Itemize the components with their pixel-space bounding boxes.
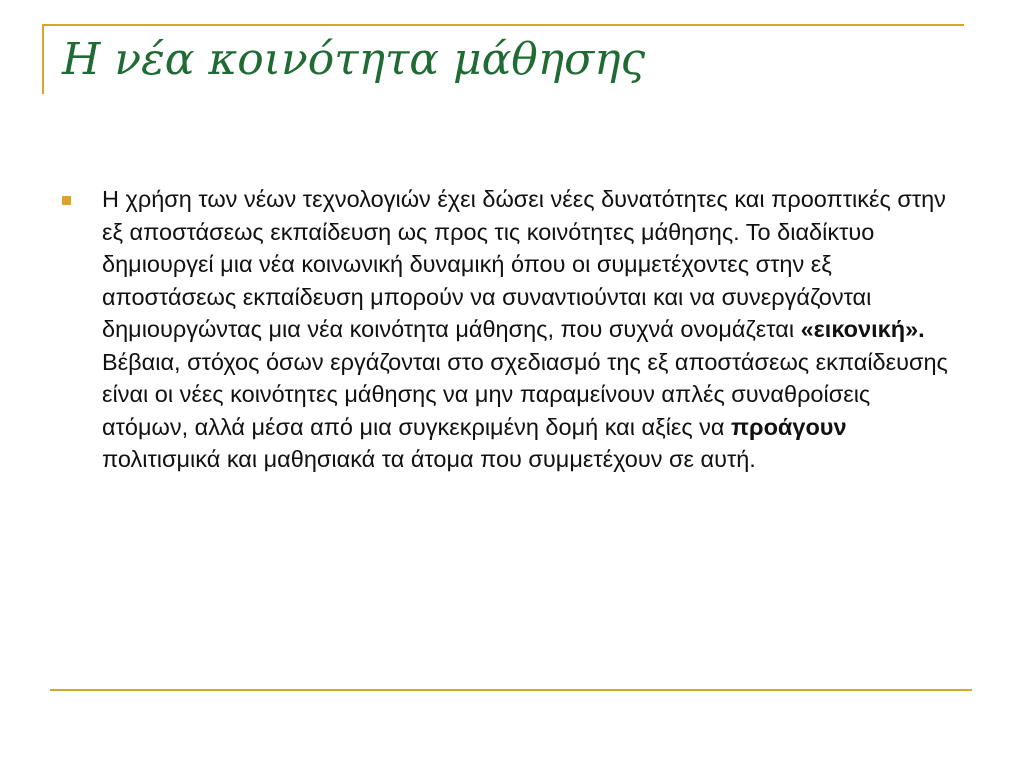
bottom-divider-line <box>50 689 972 691</box>
slide-content <box>62 183 952 476</box>
bullet-item <box>62 183 952 476</box>
bullet-emphasis-eikoniki: «εικονική». <box>800 316 925 342</box>
left-accent-line <box>42 24 44 94</box>
bullet-text <box>102 183 952 476</box>
square-bullet-icon <box>62 196 71 205</box>
bullet-text-part-2: Βέβαια, στόχος όσων εργάζονται στο σχεδιασμό της εξ αποστάσεως εκπαίδευσης είναι οι νέες κοινότητες μάθησης να μην παραμείνουν απλές συναθροίσεις ατόμων, αλλά μέσα από μια συγκεκριμένη δομή και αξίες να <box>102 348 948 440</box>
bullet-emphasis-proagoun: προάγουν <box>731 413 847 440</box>
slide-title: Η νέα κοινότητα μάθησης <box>62 34 646 85</box>
top-divider-line <box>42 24 964 26</box>
bullet-text-part-1: Η χρήση των νέων τεχνολογιών έχει δώσει νέες δυνατότητες και προοπτικές στην εξ αποστάσεως εκπαίδευση ως προς τις κοινότητες μάθησης. Το διαδίκτυο δημιουργεί μια νέα κοινωνική δυναμική όπου οι συμμετέχοντες στην εξ αποστάσεως εκπαίδευση μπορούν να συναντιούνται και να συνεργάζονται δημιουργώντας μια νέα κοινότητα μάθησης, που συχνά ονομάζεται <box>102 186 946 342</box>
bullet-text-part-3: πολιτισμικά και μαθησιακά τα άτομα που συμμετέχουν σε αυτή. <box>102 446 756 472</box>
